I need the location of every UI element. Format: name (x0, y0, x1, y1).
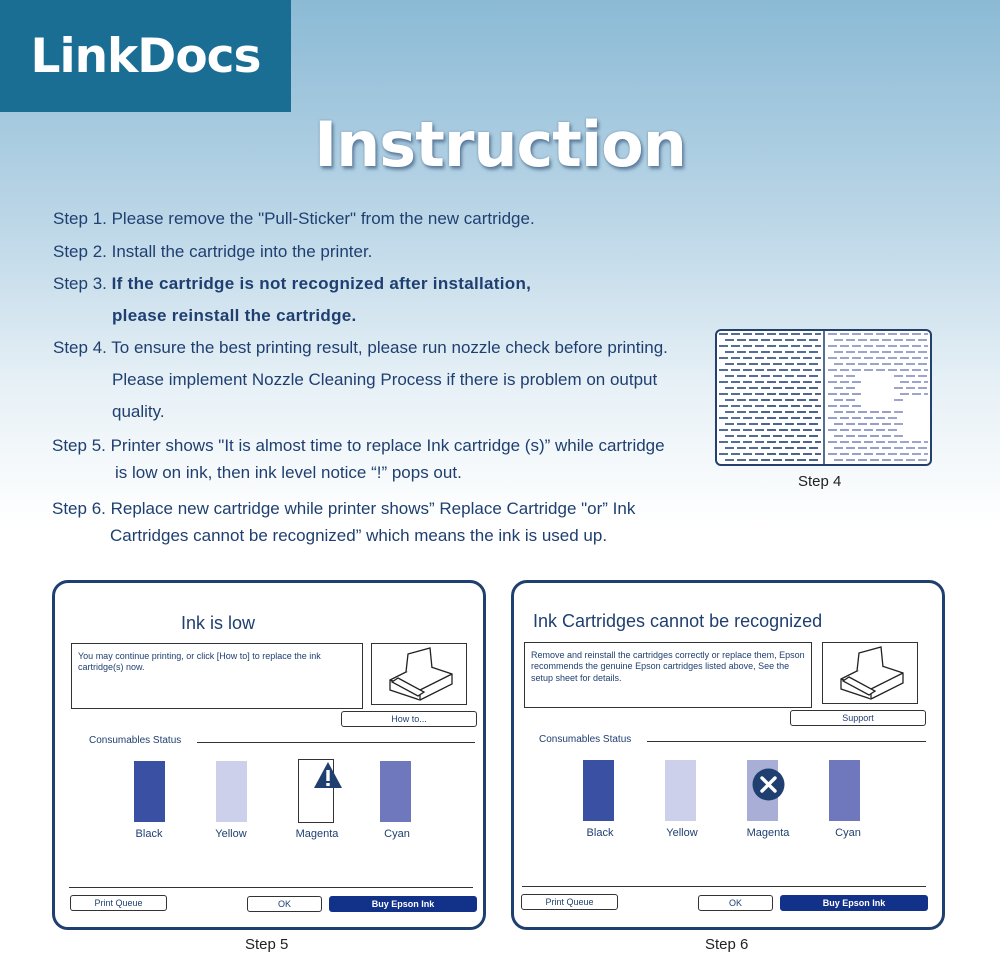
step-5-line-2: is low on ink, then ink level notice “!” pops out. (115, 463, 462, 482)
ink-label-yellow: Yellow (666, 827, 698, 839)
print-queue-button[interactable]: Print Queue (70, 895, 167, 911)
step-3-prefix: Step 3. (53, 274, 112, 293)
step-3-bold-line-1: If the cartridge is not recognized after installation, (111, 274, 532, 293)
nozzle-check-pattern (715, 329, 932, 466)
ink-label-cyan: Cyan (384, 828, 410, 840)
consumables-status-label: Consumables Status (539, 734, 632, 745)
step-6-line-2: Cartridges cannot be recognized” which means the ink is used up. (110, 526, 608, 545)
step-4-line-2: Please implement Nozzle Cleaning Process if there is problem on output (112, 370, 658, 389)
printer-icon (371, 643, 467, 705)
step-1: Step 1. Please remove the "Pull-Sticker" from the new cartridge. (53, 209, 535, 228)
brand-logo: LinkDocs (0, 0, 291, 112)
dialog-title: Ink Cartridges cannot be recognized (533, 611, 823, 631)
ok-button[interactable]: OK (698, 895, 773, 911)
dialog-message: Remove and reinstall the cartridges correctly or replace them, Epson recommends the genuine Epson cartridges listed above, See the setup sheet for details. (524, 642, 812, 708)
dialog-footer-rule (522, 886, 926, 887)
ink-label-black: Black (135, 828, 163, 840)
buy-epson-ink-button[interactable]: Buy Epson Ink (780, 895, 928, 911)
how-to-button[interactable]: How to... (341, 711, 477, 727)
support-button[interactable]: Support (790, 710, 926, 726)
step-5-line-1: Step 5. Printer shows "It is almost time to replace Ink cartridge (s)” while cartridge (52, 436, 665, 455)
step-3-bold-line-2: please reinstall the cartridge. (112, 306, 357, 325)
dialog-footer-rule (69, 887, 473, 888)
ink-yellow-level (665, 760, 696, 821)
caption-step-4: Step 4 (798, 473, 842, 490)
consumables-status-label: Consumables Status (89, 735, 182, 746)
ink-label-yellow: Yellow (215, 828, 247, 840)
ink-cyan-level (829, 760, 860, 821)
ink-label-cyan: Cyan (835, 827, 861, 839)
ink-low-dialog (52, 580, 486, 930)
step-3 (53, 274, 531, 294)
ink-cyan-level (380, 761, 411, 822)
consumables-rule (197, 742, 475, 743)
caption-step-6: Step 6 (705, 936, 749, 953)
error-x-icon (752, 768, 785, 801)
warning-icon (313, 761, 343, 789)
caption-step-5: Step 5 (245, 936, 289, 953)
step-4-line-1: Step 4. To ensure the best printing result, please run nozzle check before printing. (53, 338, 668, 357)
consumables-rule (647, 741, 926, 742)
ink-black-level (134, 761, 165, 822)
buy-epson-ink-button[interactable]: Buy Epson Ink (329, 896, 477, 912)
cartridges-not-recognized-dialog (511, 580, 945, 930)
nozzle-pattern-graphic (717, 331, 930, 464)
step-4-line-3: quality. (112, 402, 165, 421)
ink-yellow-level (216, 761, 247, 822)
ink-label-magenta: Magenta (295, 828, 339, 840)
print-queue-button[interactable]: Print Queue (521, 894, 618, 910)
printer-icon (822, 642, 918, 704)
dialog-title: Ink is low (181, 613, 256, 633)
ink-label-magenta: Magenta (746, 827, 790, 839)
page-title: Instruction (314, 108, 686, 181)
step-6-line-1: Step 6. Replace new cartridge while printer shows” Replace Cartridge "or” Ink (52, 499, 636, 518)
ink-label-black: Black (586, 827, 614, 839)
dialog-message: You may continue printing, or click [How to] to replace the ink cartridge(s) now. (71, 643, 363, 709)
ink-black-level (583, 760, 614, 821)
step-3-line-2 (112, 306, 357, 326)
ok-button[interactable]: OK (247, 896, 322, 912)
step-2: Step 2. Install the cartridge into the printer. (53, 242, 373, 261)
